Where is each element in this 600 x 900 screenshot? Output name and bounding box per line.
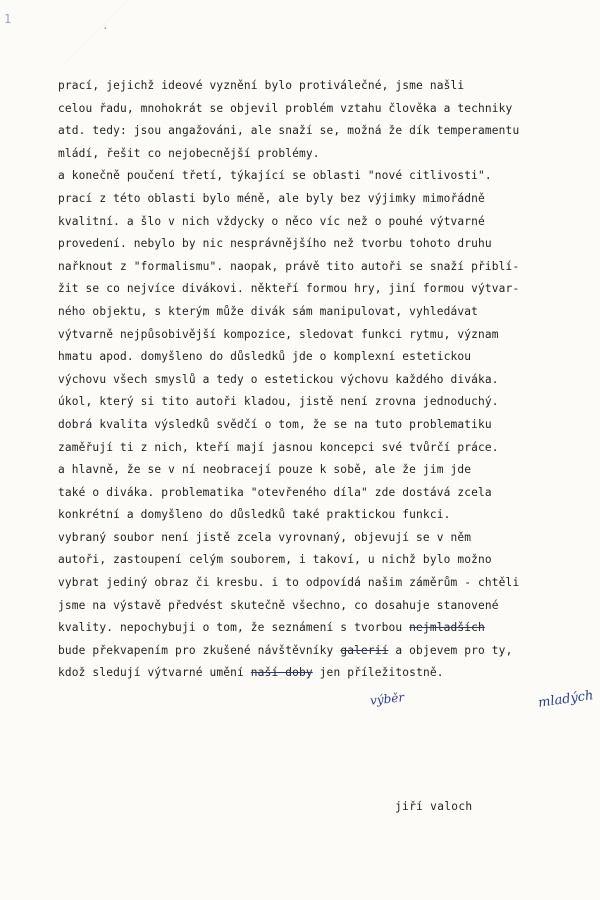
typed-line: prací, jejichž ideové vyznění bylo protiválečné, jsme našli: [58, 79, 465, 92]
typed-line: vybraný soubor není jistě zcela vyrovnaný, objevují se v něm: [58, 530, 472, 544]
typed-line-bude: [58, 640, 598, 663]
typed-line: atd. tedy: jsou angažováni, ale snaží se, možná že dík temperamentu: [58, 124, 520, 138]
typed-line: autoři, zastoupení celým souborem, i takoví, u nichž bylo možno: [58, 553, 492, 567]
typed-line: celou řadu, mnohokrát se objevil problém vztahu člověka a techniky: [58, 101, 513, 115]
typed-line: nařknout z "formalismu". naopak, právě tito autoři se snaží přiblí-: [58, 259, 520, 273]
signature: jiří valoch: [395, 800, 473, 813]
typed-lines: [58, 75, 598, 617]
typed-line: výchovu všech smyslů a tedy o estetickou výchovu každého diváka.: [58, 372, 499, 386]
typed-line-bude-tail: a objevem pro ty,: [388, 643, 513, 657]
typed-line-kdoz: [58, 662, 598, 685]
typed-line: žit se co nejvíce divákovi. někteří formou hry, jiní formou výtvar-: [58, 282, 520, 296]
typed-line: hmatu apod. domyšleno do důsledků jde o komplexní estetickou: [58, 350, 472, 364]
typed-line-bude-text: bude překvapením pro zkušené návštěvníky: [58, 643, 341, 657]
strikethrough-nejmladsich: nejmladších: [409, 621, 485, 635]
typed-line-kvality-text: kvality. nepochybuji o tom, že seznámení s tvorbou: [58, 621, 410, 635]
margin-mark-top: ·: [102, 22, 109, 35]
typed-line: provedení. nebylo by nic nesprávnějšího než tvorbu tohoto druhu: [58, 237, 492, 251]
typed-line: výtvarně nejpůsobivější kompozice, sledovat funkci rytmu, význam: [58, 327, 499, 341]
typed-line: mládí, řešit co nejobecnější problémy.: [58, 146, 320, 160]
page-fold-mark: [0, 0, 128, 64]
typed-line: dobrá kvalita výsledků svědčí o tom, že se na tuto problematiku: [58, 417, 492, 431]
handwritten-insert-mladych: mladých: [537, 688, 595, 711]
handwritten-insert-vyber: výběr: [369, 690, 405, 708]
typed-line: úkol, který si tito autoři kladou, jistě není zrovna jednoduchý.: [58, 395, 499, 409]
typed-line: vybrat jediný obraz či kresbu. i to odpovídá našim záměrům - chtěli: [58, 576, 520, 590]
typed-line: a hlavně, že se v ní neobracejí pouze k sobě, ale že jim jde: [58, 463, 472, 477]
typed-text-block: [58, 75, 598, 685]
typed-line-kdoz-tail: jen příležitostně.: [312, 666, 444, 680]
typed-line-kdoz-text: kdož sledují výtvarné umění: [58, 666, 251, 680]
typed-line: také o diváka. problematika "otevřeného díla" zde dostává zcela: [58, 485, 492, 499]
margin-mark-left: 1: [4, 12, 12, 26]
typed-line-kvality: [58, 617, 598, 640]
typed-line: kvalitní. a šlo v nich vždycky o něco víc než o pouhé výtvarné: [58, 214, 485, 228]
strikethrough-galerii: galerií: [340, 643, 389, 657]
strikethrough-nasi-doby: naší doby: [250, 666, 313, 680]
typed-line: jsme na výstavě předvést skutečně všechno, co dosahuje stanovené: [58, 598, 499, 612]
typed-line: prací z této oblasti bylo méně, ale byly bez výjimky mimořádně: [58, 191, 485, 205]
typed-line: a konečně poučení třetí, týkající se oblasti "nové citlivosti".: [58, 169, 492, 183]
typed-line: zaměřují ti z nich, kteří mají jasnou koncepci své tvůrčí práce.: [58, 440, 499, 454]
typed-line: ného objektu, s kterým může divák sám manipulovat, vyhledávat: [58, 304, 479, 318]
typed-line: konkrétní a domyšleno do důsledků také praktickou funkci.: [58, 508, 451, 522]
